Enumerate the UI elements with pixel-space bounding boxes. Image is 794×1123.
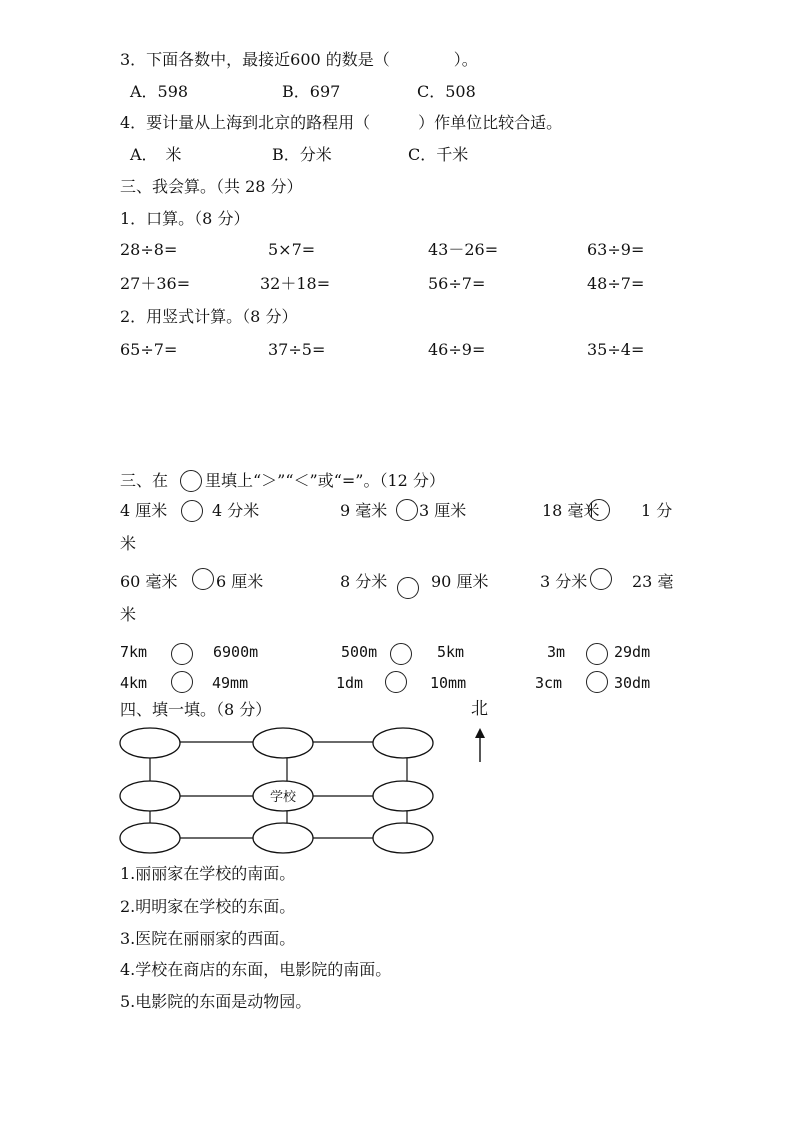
oral-problem: 56÷7= xyxy=(428,274,486,293)
map-statement: 4.学校在商店的东面，电影院的南面。 xyxy=(120,960,392,979)
compare-left: 4 厘米 xyxy=(120,501,168,520)
compare-wrap-text: 米 xyxy=(120,605,137,624)
north-label: 北 xyxy=(471,699,488,719)
calc-heading: 三、我会算。（共 28 分） xyxy=(120,177,303,196)
vertical-calc-title: 2．用竖式计算。（8 分） xyxy=(120,307,298,326)
oral-problem: 48÷7= xyxy=(587,274,645,293)
map-statement: 2.明明家在学校的东面。 xyxy=(120,897,296,916)
vertical-problem: 65÷7= xyxy=(120,340,178,359)
compare-right: 1 分 xyxy=(641,501,673,520)
question-4: 4．要计量从上海到北京的路程用（ ）作单位比较合适。 xyxy=(120,113,563,132)
compare-left: 9 毫米 xyxy=(340,501,388,520)
compare-left: 18 毫米 xyxy=(542,501,600,520)
map-statement: 1.丽丽家在学校的南面。 xyxy=(120,864,296,883)
vertical-problem: 46÷9= xyxy=(428,340,486,359)
compare-left: 3cm xyxy=(535,674,563,692)
compare-right: 6900m xyxy=(213,643,259,661)
map-heading: 四、填一填。（8 分） xyxy=(120,700,272,719)
oral-problem: 27＋36= xyxy=(120,274,191,293)
oral-problem: 63÷9= xyxy=(587,240,645,259)
question-3: 3．下面各数中，最接近600 的数是（ ）。 xyxy=(120,50,478,69)
school-label: 学校 xyxy=(269,790,297,805)
compare-left: 500m xyxy=(341,643,378,661)
q3-option-b: B．697 xyxy=(282,82,341,101)
map-location-slot[interactable] xyxy=(253,823,313,853)
oral-problem: 5×7= xyxy=(268,240,316,259)
map-location-slot[interactable] xyxy=(120,781,180,811)
compare-right: 49mm xyxy=(212,674,249,692)
map-location-slot[interactable] xyxy=(120,823,180,853)
map-location-slot[interactable] xyxy=(373,823,433,853)
map-location-slot[interactable] xyxy=(373,728,433,758)
compare-left: 60 毫米 xyxy=(120,572,178,591)
compare-heading-part2: 里填上“＞”“＜”或“=”。（12 分） xyxy=(205,471,445,490)
vertical-problem: 35÷4= xyxy=(587,340,645,359)
compare-left: 7km xyxy=(120,643,148,661)
compare-wrap-text: 米 xyxy=(120,534,137,553)
compare-right: 29dm xyxy=(614,643,651,661)
compare-left: 8 分米 xyxy=(340,572,388,591)
compare-heading-part1: 三、在 xyxy=(120,471,169,490)
compare-right: 90 厘米 xyxy=(431,572,489,591)
compare-right: 3 厘米 xyxy=(419,501,467,520)
compare-right: 23 毫 xyxy=(632,572,674,591)
compare-left: 1dm xyxy=(336,674,364,692)
compare-right: 30dm xyxy=(614,674,651,692)
compare-left: 3 分米 xyxy=(540,572,588,591)
map-statement: 3.医院在丽丽家的西面。 xyxy=(120,929,296,948)
oral-problem: 32＋18= xyxy=(260,274,331,293)
q4-option-b: B．分米 xyxy=(272,145,332,164)
map-location-slot[interactable] xyxy=(373,781,433,811)
q3-option-a: A．598 xyxy=(130,82,189,101)
q3-option-c: C．508 xyxy=(417,82,476,101)
compare-left: 4km xyxy=(120,674,148,692)
vertical-problem: 37÷5= xyxy=(268,340,326,359)
oral-problem: 43－26= xyxy=(428,240,499,259)
compare-right: 5km xyxy=(437,643,465,661)
compare-left: 3m xyxy=(547,643,566,661)
map-location-slot[interactable] xyxy=(253,728,313,758)
map-location-slot[interactable] xyxy=(120,728,180,758)
compare-right: 10mm xyxy=(430,674,467,692)
oral-problem: 28÷8= xyxy=(120,240,178,259)
oral-calc-title: 1．口算。（8 分） xyxy=(120,209,250,228)
map-statement: 5.电影院的东面是动物园。 xyxy=(120,992,312,1011)
compare-right: 6 厘米 xyxy=(216,572,264,591)
q4-option-a: A． 米 xyxy=(130,145,182,164)
q4-option-c: C．千米 xyxy=(408,145,469,164)
compare-right: 4 分米 xyxy=(212,501,260,520)
north-arrow-head-icon xyxy=(475,728,485,738)
